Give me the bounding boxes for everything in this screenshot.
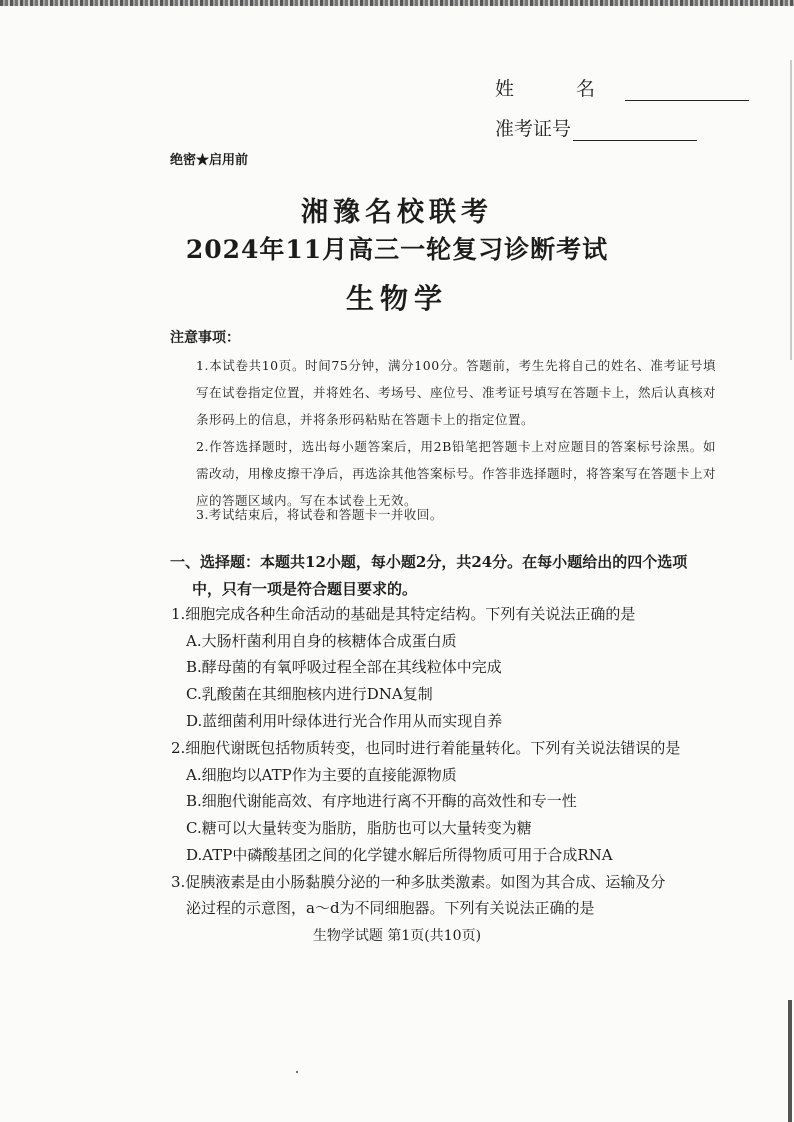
notes-heading: 注意事项： xyxy=(170,330,240,346)
note-item-3: 3.考试结束后，将试卷和答题卡一并收回。 xyxy=(196,507,443,522)
question-1-option-c: C.乳酸菌在其细胞核内进行DNA复制 xyxy=(186,685,433,703)
question-1-stem: 1.细胞完成各种生命活动的基础是其特定结构。下列有关说法正确的是 xyxy=(171,605,636,623)
section-heading-line-1: 一、选择题：本题共12小题，每小题2分，共24分。在每小题给出的四个选项 xyxy=(170,553,688,571)
scan-edge-top xyxy=(0,0,794,6)
exam-id-label: 准考证号 xyxy=(495,118,572,140)
exam-id-blank-line xyxy=(573,118,697,141)
scan-edge-right-lower xyxy=(788,1000,792,1122)
exam-title-org: 湘豫名校联考 xyxy=(301,197,493,228)
name-label: 姓 名 xyxy=(495,78,624,100)
note-item-1: 1.本试卷共10页。时间75分钟，满分100分。答题前，考生先将自己的姓名、准考证号填写在试卷指定位置，并将姓名、考场号、座位号、准考证号填写在答题卡上，然后认真核对条形码上的信息，并将条形码粘贴在答题卡上的指定位置。 xyxy=(196,358,717,427)
question-1-option-d: D.蓝细菌利用叶绿体进行光合作用从而实现自养 xyxy=(186,712,503,730)
secret-mark: 绝密★启用前 xyxy=(170,153,249,168)
exam-title-subject: 生物学 xyxy=(345,282,448,315)
question-2-stem: 2.细胞代谢既包括物质转变，也同时进行着能量转化。下列有关说法错误的是 xyxy=(171,739,681,757)
question-1-option-a: A.大肠杆菌利用自身的核糖体合成蛋白质 xyxy=(186,632,457,650)
question-3-stem-line-1: 3.促胰液素是由小肠黏膜分泌的一种多肽类激素。如图为其合成、运输及分 xyxy=(171,873,666,891)
section-heading-line-2: 中，只有一项是符合题目要求的。 xyxy=(192,580,418,598)
question-2-option-a: A.细胞均以ATP作为主要的直接能源物质 xyxy=(186,766,457,784)
question-3-stem-line-2: 泌过程的示意图，a～d为不同细胞器。下列有关说法正确的是 xyxy=(186,899,595,917)
exam-title-name: 2024年11月高三一轮复习诊断考试 xyxy=(185,235,609,264)
question-2-option-c: C.糖可以大量转变为脂肪，脂肪也可以大量转变为糖 xyxy=(186,819,532,837)
name-blank-line xyxy=(625,78,749,101)
exam-id-field xyxy=(495,114,697,141)
note-item-2: 2.作答选择题时，选出每小题答案后，用2B铅笔把答题卡上对应题目的答案标号涂黑。如需改动，用橡皮擦干净后，再选涂其他答案标号。作答非选择题时，将答案写在答题卡上对应的答题区域内。写在本试卷上无效。 xyxy=(196,439,717,508)
question-2-option-d: D.ATP中磷酸基团之间的化学键水解后所得物质可用于合成RNA xyxy=(186,846,613,864)
name-field xyxy=(495,74,749,101)
question-1-option-b: B.酵母菌的有氧呼吸过程全部在其线粒体中完成 xyxy=(186,658,502,676)
page-footer: 生物学试题 第1页(共10页) xyxy=(312,928,482,944)
question-2-option-b: B.细胞代谢能高效、有序地进行离不开酶的高效性和专一性 xyxy=(186,792,577,810)
scan-speck xyxy=(296,1071,298,1073)
section-heading xyxy=(170,549,730,603)
